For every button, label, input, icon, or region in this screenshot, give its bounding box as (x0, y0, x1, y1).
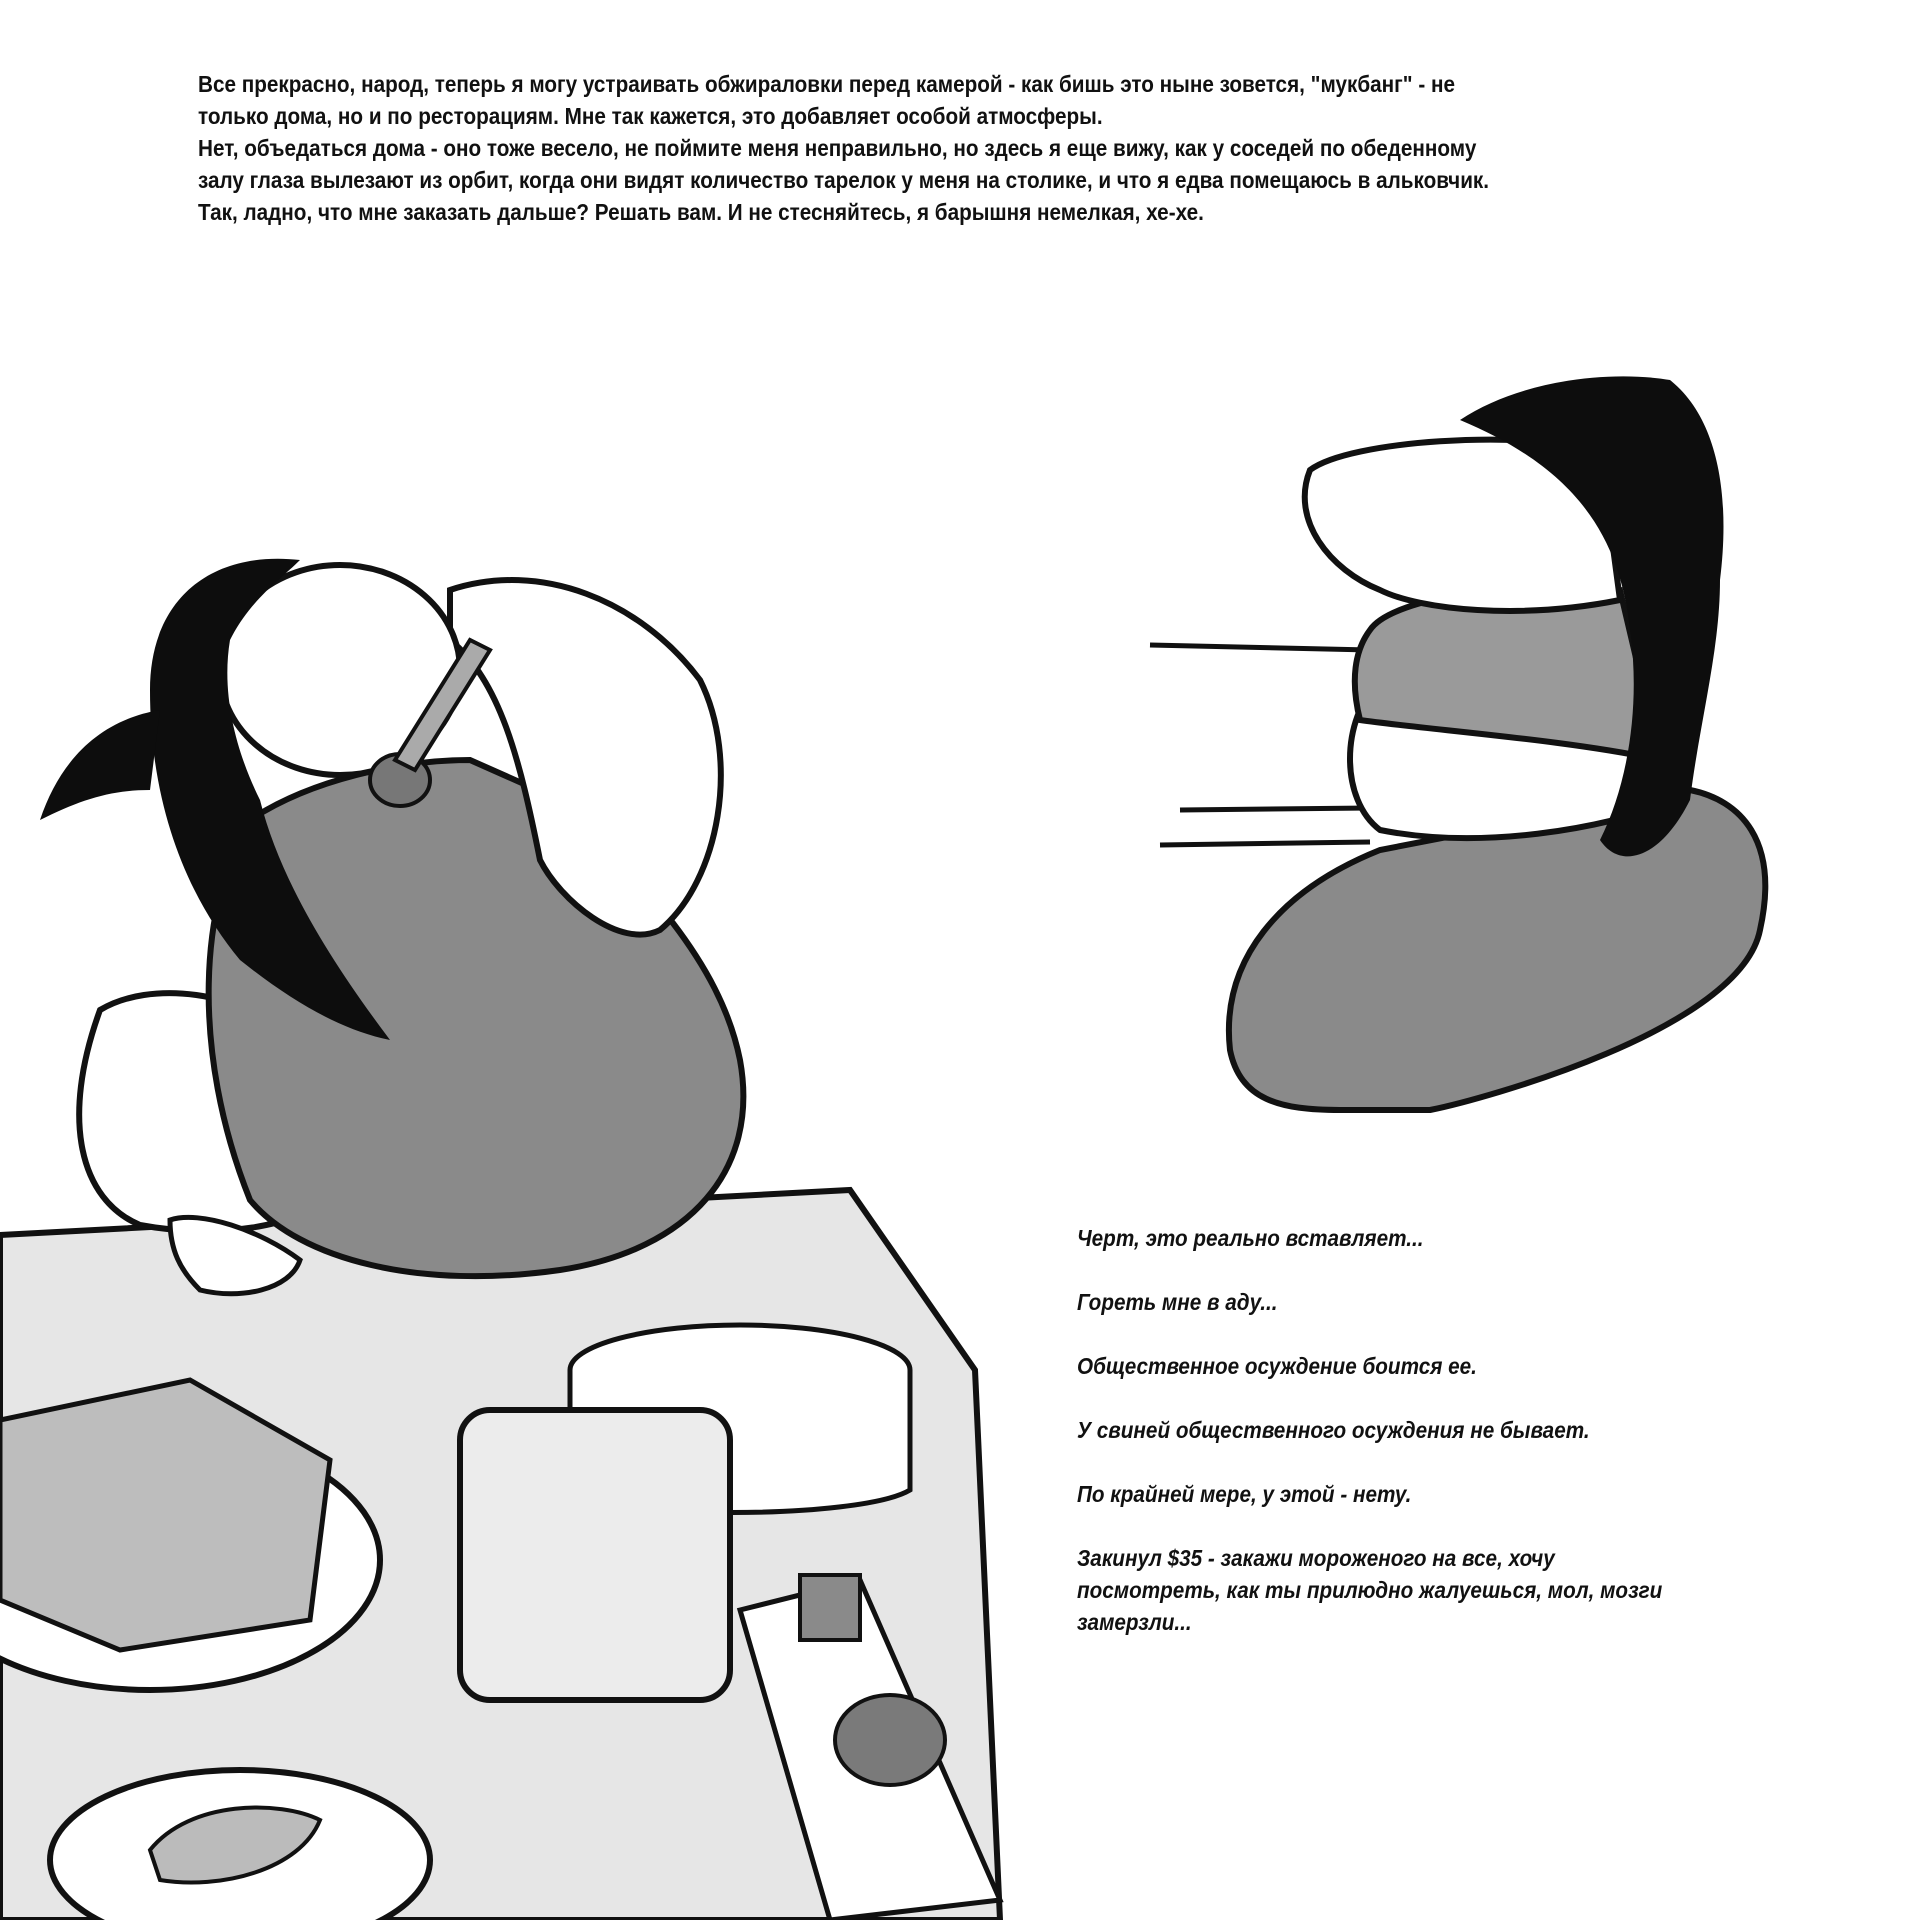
comment-line: По крайней мере, у этой - нету. (1077, 1481, 1412, 1507)
side-view-illustration (1140, 370, 1800, 1150)
motion-line (1160, 842, 1370, 845)
caption-line: Все прекрасно, народ, теперь я могу устраивать обжираловки перед камерой - как бишь это ныне зовется, "мукбанг" - не (198, 71, 1456, 97)
caption-line: только дома, но и по ресторациям. Мне так кажется, это добавляет особой атмосферы. (198, 103, 1103, 129)
ponytail (40, 710, 160, 820)
pitcher (460, 1410, 730, 1700)
comment-line: У свиней общественного осуждения не бывает. (1077, 1417, 1590, 1443)
comment-line: Черт, это реально вставляет... (1077, 1225, 1424, 1251)
caption-text (198, 68, 1512, 228)
comment-line: Закинул $35 - закажи мороженого на все, хочу (1077, 1545, 1555, 1571)
caption-line: Нет, объедаться дома - оно тоже весело, не поймите меня неправильно, но здесь я еще вижу, как у соседей по обеденному (198, 135, 1477, 161)
caption-line: залу глаза вылезают из орбит, когда они видят количество тарелок у меня на столике, и что я едва помещаюсь в альковчик. (198, 167, 1490, 193)
motion-line (1150, 645, 1370, 650)
comment-line: Гореть мне в аду... (1077, 1289, 1278, 1315)
motion-line (1180, 808, 1370, 810)
comment-line: Общественное осуждение боится ее. (1077, 1353, 1477, 1379)
comment-line: замерзли... (1077, 1609, 1192, 1635)
food-blob (835, 1695, 945, 1785)
comments-text (1077, 1222, 1707, 1638)
eating-illustration (0, 540, 1010, 1920)
condiment (800, 1575, 860, 1640)
caption-line: Так, ладно, что мне заказать дальше? Решать вам. И не стесняйтесь, я барышня немелкая, хе-хе. (198, 199, 1204, 225)
comment-line: посмотреть, как ты прилюдно жалуешься, мол, мозги (1077, 1577, 1663, 1603)
